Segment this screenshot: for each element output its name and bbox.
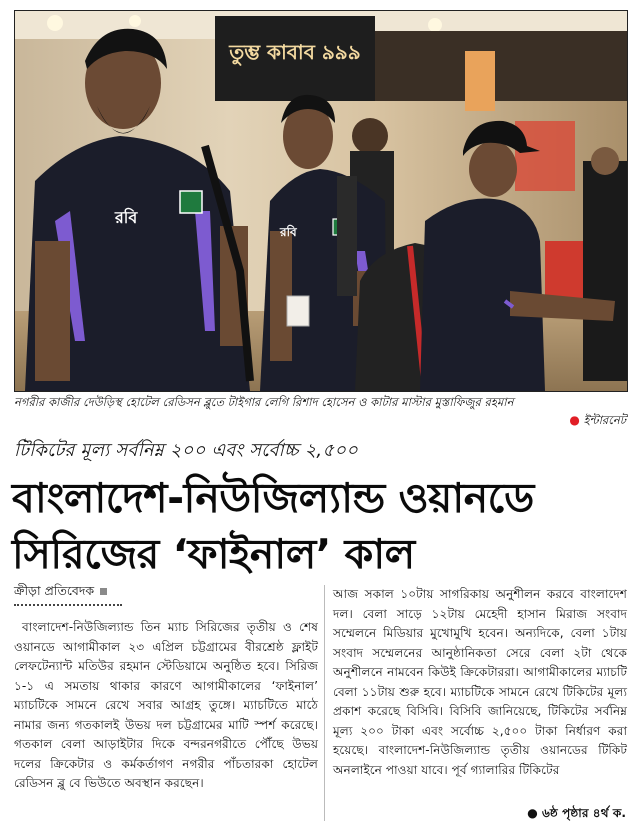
byline — [14, 582, 107, 600]
column-divider — [324, 585, 325, 821]
byline-square-icon — [100, 588, 107, 595]
credit-bullet-icon: ● — [569, 413, 580, 427]
continuation-text: ৬ষ্ঠ পৃষ্ঠার ৪র্থ ক. — [541, 806, 626, 820]
photo-credit — [569, 411, 626, 429]
continuation-bullet-icon: ● — [527, 806, 538, 820]
headline-line-1: বাংলাদেশ-নিউজিল্যান্ড ওয়ানডে — [12, 474, 534, 522]
headline-line-2: সিরিজের ‘ফাইনাল’ কাল — [12, 530, 415, 578]
store-sign-text: তুম্ভ কাবাব ৯৯৯ — [229, 40, 361, 64]
headline — [12, 470, 628, 582]
players-photo-illustration — [15, 11, 627, 391]
byline-text: ক্রীড়া প্রতিবেদক — [14, 583, 95, 598]
article-column-left: বাংলাদেশ-নিউজিল্যান্ড তিন ম্যাচ সিরিজের তৃতীয় ও শেষ ওয়ানডে আগামীকাল ২৩ এপ্রিল চট্টগ্রামের বীরশ্রেষ্ঠ ফ্লাইট লেফটেন্যান্ট মতিউর রহমান স্টেডিয়ামে অনুষ্ঠিত হবে। সিরিজ ১-১ এ সমতায় থাকার কারণে আগামীকালের ‘ফাইনাল’ ম্যাচটিকে সামনে রেখে সবার আগ্রহ তুঙ্গে। ম্যাচটিতে মাঠে নামার জন্য গতকালই উভয় দল চট্টগ্রামের মাটি স্পর্শ করেছে। গতকাল বেলা আড়াইটার দিকে বন্দরনগরীতে পৌঁছে উভয় দলের ক্রিকেটার ও কর্মকর্তাগণ নগরীর পাঁচতারকা হোটেল রেডিসন ব্লু বে ভিউতে অবস্থান করছেন। — [14, 620, 318, 790]
jersey-brand-left: রবি — [115, 208, 138, 227]
news-photo — [14, 10, 628, 392]
photo-caption: নগরীর কাজীর দেউড়িস্থ হোটেল রেডিসন ব্লুতে টাইগার লেগি রিশাদ হোসেন ও কাটার মাস্টার মুস্তাফিজুর রহমান — [14, 395, 514, 409]
subheadline: টিকিটের মূল্য সর্বনিম্ন ২০০ এবং সর্বোচ্চ ২,৫০০ — [14, 440, 359, 461]
article-column-right: আজ সকাল ১০টায় সাগরিকায় অনুশীলন করবে বাংলাদেশ দল। বেলা সাড়ে ১২টায় মেহেদী হাসান মিরাজ সংবাদ সম্মেলনে মিডিয়ার মুখোমুখি হবেন। অন্যদিকে, বেলা ১টায় সংবাদ সম্মেলনের আনুষ্ঠানিকতা সেরে বেলা ২টা থেকে অনুশীলনে নামবেন কিউই ক্রিকেটাররা। আগামীকালের ম্যাচটি বেলা ১১টায় শুরু হবে। ম্যাচটিকে সামনে রেখে টিকিটের মূল্য প্রকাশ করেছে বিসিবি। বিসিবি জানিয়েছে, টিকিটের সর্বনিম্ন মূল্য ২০০ টাকা এবং সর্বোচ্চ ২,৫০০ টাকা নির্ধারণ করা হয়েছে। বাংলাদেশ-নিউজিল্যান্ড তৃতীয় ওয়ানডের টিকিট অনলাইনে পাওয়া যাবে। পূর্ব গ্যালারির টিকিটের — [333, 587, 627, 777]
photo-credit-text: ইন্টারনেট — [583, 413, 626, 427]
byline-dotted-rule — [14, 604, 122, 606]
jersey-brand-center: রবি — [280, 225, 297, 239]
continuation-note — [523, 804, 626, 823]
